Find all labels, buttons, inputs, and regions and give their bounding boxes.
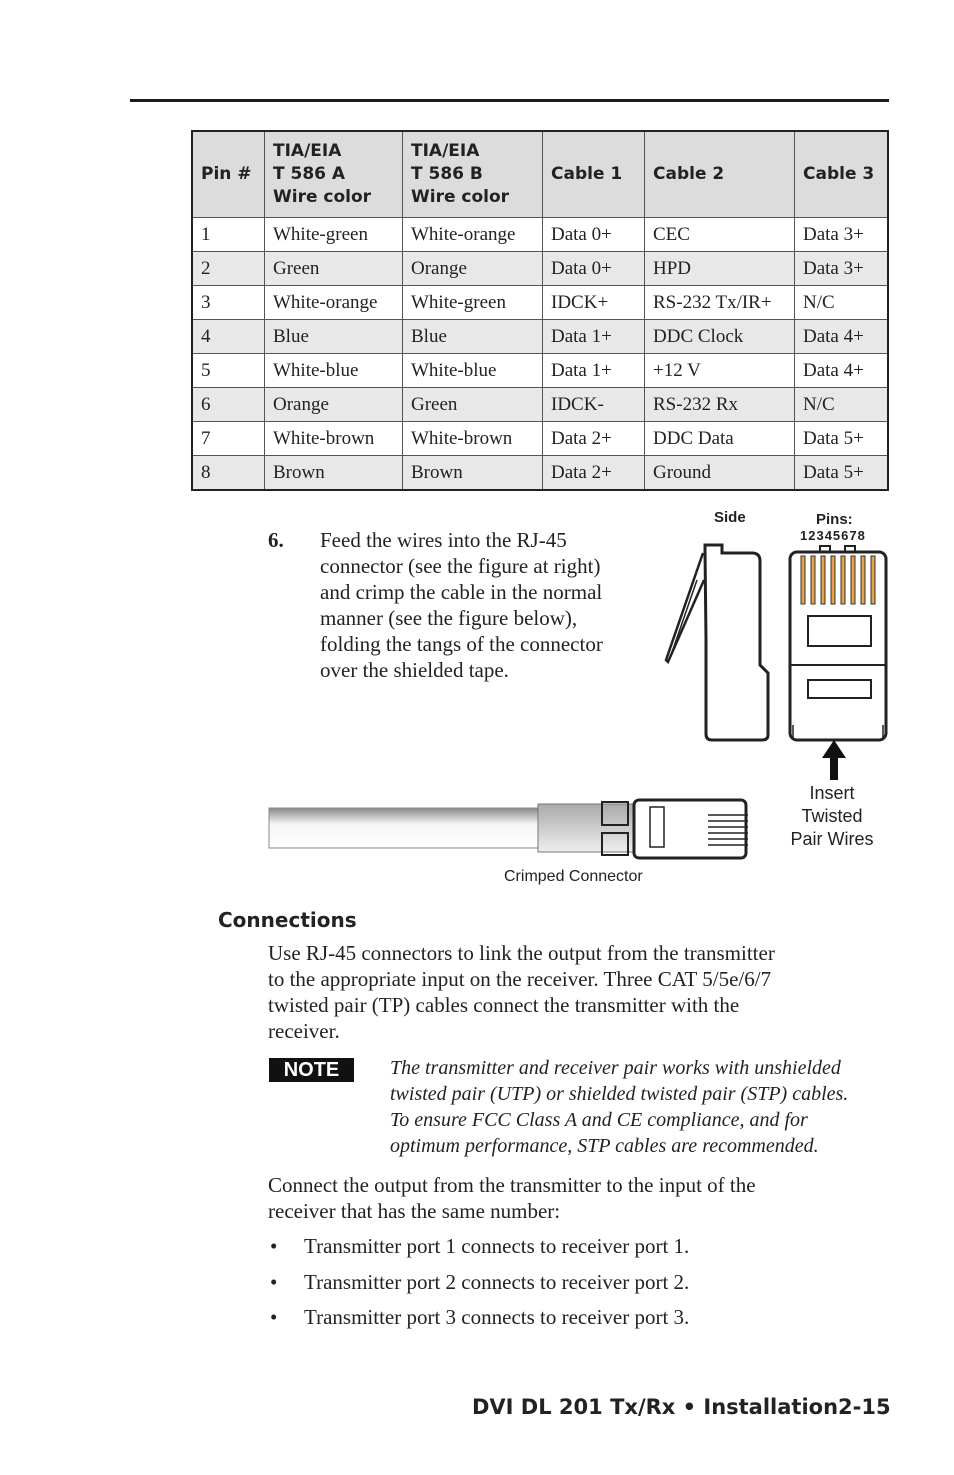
insert-arrow-icon — [820, 738, 848, 783]
table-cell: N/C — [795, 388, 889, 422]
table-cell: 8 — [192, 456, 265, 491]
table-cell: Data 1+ — [543, 354, 645, 388]
insert-label-line: Twisted — [801, 806, 863, 826]
table-cell: Blue — [265, 320, 403, 354]
table-cell: Data 3+ — [795, 252, 889, 286]
table-header-cell: Cable 2 — [645, 131, 795, 218]
table-cell: Green — [403, 388, 543, 422]
side-label: Side — [714, 509, 746, 526]
table-cell: White-blue — [265, 354, 403, 388]
list-item-text: Transmitter port 3 connects to receiver port 3. — [304, 1305, 690, 1329]
header-rule — [130, 99, 889, 102]
table-cell: White-brown — [265, 422, 403, 456]
table-row — [192, 422, 888, 456]
pins-numbers: 12345678 — [800, 528, 866, 543]
table-header-cell: Cable 3 — [795, 131, 889, 218]
paragraph-line: twisted pair (TP) cables connect the transmitter with the — [268, 993, 740, 1017]
table-cell: Brown — [265, 456, 403, 491]
step-line: and crimp the cable in the normal — [320, 580, 603, 604]
table-cell: White-green — [265, 218, 403, 252]
step-line: folding the tangs of the connector — [320, 632, 603, 656]
step-line: Feed the wires into the RJ-45 — [320, 528, 567, 552]
section-heading: Connections — [218, 908, 357, 932]
table-cell: DDC Data — [645, 422, 795, 456]
rj45-front-view — [785, 540, 893, 745]
table-cell: Data 0+ — [543, 218, 645, 252]
table-cell: Ground — [645, 456, 795, 491]
pinout-table — [191, 130, 889, 491]
page-number: 2-15 — [838, 1395, 891, 1419]
note-line: To ensure FCC Class A and CE compliance, and for — [390, 1109, 808, 1131]
table-cell: HPD — [645, 252, 795, 286]
step-number: 6. — [268, 528, 284, 552]
table-cell: IDCK+ — [543, 286, 645, 320]
table-cell: Data 5+ — [795, 456, 889, 491]
table-row — [192, 218, 888, 252]
connections-paragraph — [268, 940, 888, 1044]
step-line: connector (see the figure at right) — [320, 554, 601, 578]
table-cell: Data 1+ — [543, 320, 645, 354]
insert-label — [780, 782, 884, 851]
rj45-side-view — [660, 540, 775, 745]
table-cell: Orange — [403, 252, 543, 286]
note-line: twisted pair (UTP) or shielded twisted pair (STP) cables. — [390, 1083, 849, 1105]
table-cell: DDC Clock — [645, 320, 795, 354]
table-cell: 2 — [192, 252, 265, 286]
pins-label: Pins: — [816, 511, 853, 528]
note-text — [390, 1055, 890, 1159]
table-cell: Orange — [265, 388, 403, 422]
table-cell: Green — [265, 252, 403, 286]
table-row — [192, 456, 888, 491]
note-line: optimum performance, STP cables are recommended. — [390, 1135, 819, 1157]
table-cell: Data 4+ — [795, 354, 889, 388]
table-header-row — [192, 131, 888, 218]
table-cell: White-orange — [403, 218, 543, 252]
table-cell: IDCK- — [543, 388, 645, 422]
bullet-icon: • — [270, 1305, 278, 1329]
table-cell: Data 0+ — [543, 252, 645, 286]
table-row — [192, 320, 888, 354]
list-item-text: Transmitter port 2 connects to receiver port 2. — [304, 1270, 690, 1294]
table-cell: RS-232 Tx/IR+ — [645, 286, 795, 320]
table-cell: Data 2+ — [543, 422, 645, 456]
table-row — [192, 354, 888, 388]
table-cell: White-blue — [403, 354, 543, 388]
list-item-text: Transmitter port 1 connects to receiver port 1. — [304, 1234, 690, 1258]
note-line: The transmitter and receiver pair works with unshielded — [390, 1057, 841, 1079]
table-cell: 6 — [192, 388, 265, 422]
table-cell: Brown — [403, 456, 543, 491]
crimped-connector-drawing — [268, 795, 754, 863]
connect-paragraph — [268, 1172, 888, 1224]
table-header-cell: TIA/EIA T 586 B Wire color — [403, 131, 543, 218]
table-header-cell: Pin # — [192, 131, 265, 218]
table-cell: +12 V — [645, 354, 795, 388]
table-row — [192, 286, 888, 320]
bullet-icon: • — [270, 1234, 278, 1258]
table-cell: Data 4+ — [795, 320, 889, 354]
bullet-icon: • — [270, 1270, 278, 1294]
crimped-connector-label: Crimped Connector — [504, 868, 643, 885]
table-cell: RS-232 Rx — [645, 388, 795, 422]
table-cell: White-green — [403, 286, 543, 320]
footer-title: DVI DL 201 Tx/Rx • Installation — [472, 1395, 839, 1419]
table-header-cell: TIA/EIA T 586 A Wire color — [265, 131, 403, 218]
table-cell: White-orange — [265, 286, 403, 320]
insert-label-line: Insert — [809, 783, 855, 803]
table-header-cell: Cable 1 — [543, 131, 645, 218]
insert-label-line: Pair Wires — [790, 829, 874, 849]
table-cell: 7 — [192, 422, 265, 456]
table-cell: Data 2+ — [543, 456, 645, 491]
step-line: over the shielded tape. — [320, 658, 509, 682]
table-cell: Data 3+ — [795, 218, 889, 252]
note-badge: NOTE — [269, 1058, 354, 1082]
table-cell: 4 — [192, 320, 265, 354]
paragraph-line: to the appropriate input on the receiver. Three CAT 5/5e/6/7 — [268, 967, 772, 991]
paragraph-line: receiver. — [268, 1019, 340, 1043]
table-cell: CEC — [645, 218, 795, 252]
table-cell: White-brown — [403, 422, 543, 456]
paragraph-line: Connect the output from the transmitter to the input of the — [268, 1173, 756, 1197]
step-text — [320, 527, 603, 683]
table-cell: 1 — [192, 218, 265, 252]
paragraph-line: receiver that has the same number: — [268, 1199, 561, 1223]
table-cell: 5 — [192, 354, 265, 388]
paragraph-line: Use RJ-45 connectors to link the output from the transmitter — [268, 941, 775, 965]
table-cell: Blue — [403, 320, 543, 354]
table-row — [192, 252, 888, 286]
step-line: manner (see the figure below), — [320, 606, 578, 630]
table-cell: N/C — [795, 286, 889, 320]
table-cell: 3 — [192, 286, 265, 320]
table-cell: Data 5+ — [795, 422, 889, 456]
table-row — [192, 388, 888, 422]
